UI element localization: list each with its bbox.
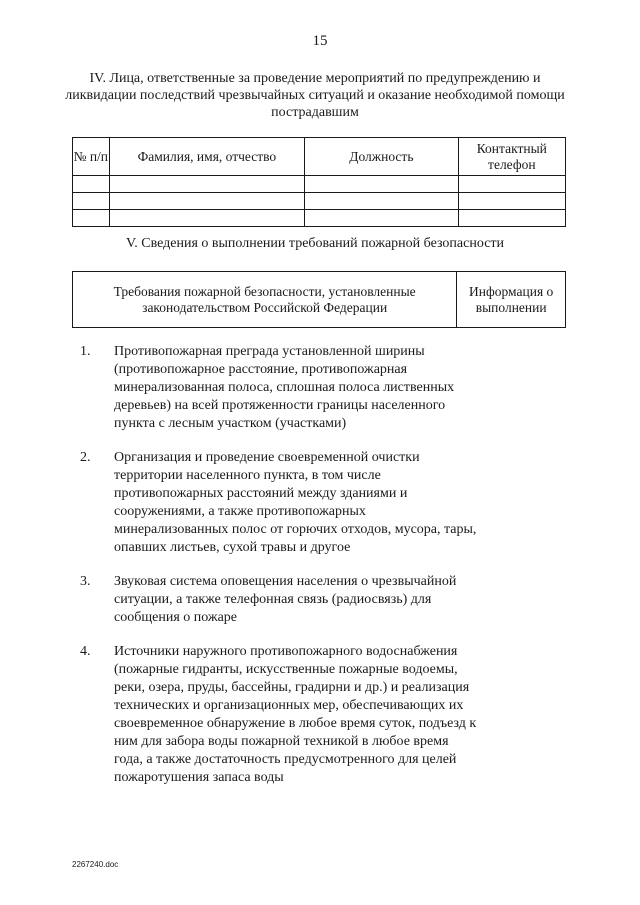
table-cell xyxy=(73,193,110,210)
table-cell xyxy=(305,210,458,227)
table-cell xyxy=(305,176,458,193)
fire-safety-header-table xyxy=(72,271,566,328)
column-header-requirements: Требования пожарной безопасности, установленные законодательством Российской Федерации xyxy=(73,272,457,328)
requirements-list xyxy=(80,343,480,803)
list-item-number: 1. xyxy=(80,344,91,359)
table-cell xyxy=(109,176,305,193)
list-item-number: 4. xyxy=(80,644,91,659)
responsible-persons-table xyxy=(72,137,566,227)
column-header-phone: Контактный телефон xyxy=(458,138,565,176)
table-cell xyxy=(109,210,305,227)
table-cell xyxy=(109,193,305,210)
table-cell xyxy=(458,193,565,210)
table-cell xyxy=(458,210,565,227)
list-item-text: Звуковая система оповещения населения о чрезвычайной ситуации, а также телефонная связь (радиосвязь) для сообщения о пожаре xyxy=(114,574,457,625)
table-cell xyxy=(458,176,565,193)
column-header-number: № п/п xyxy=(73,138,110,176)
list-item-text: Противопожарная преграда установленной ширины (противопожарное расстояние, противопожарная минерализованная полоса, сплошная полоса лиственных деревьев) на всей протяженности границы населенного пункта с лесным участком (участками) xyxy=(114,344,455,431)
section-5-title: V. Сведения о выполнении требований пожарной безопасности xyxy=(125,236,505,251)
table-cell xyxy=(305,193,458,210)
table-header-row xyxy=(73,138,566,176)
list-item-number: 3. xyxy=(80,574,91,589)
section-4-title: IV. Лица, ответственные за проведение мероприятий по предупреждению и ликвидации последствий чрезвычайных ситуаций и оказание необходимой помощи пострадавшим xyxy=(65,71,565,120)
table-cell xyxy=(73,210,110,227)
list-item xyxy=(80,573,480,627)
list-item xyxy=(80,343,480,433)
list-item-text: Источники наружного противопожарного водоснабжения (пожарные гидранты, искусственные пожарные водоемы, реки, озера, пруды, бассейны, градирни и др.) и реализация технических и организационных мер, обеспечивающих их своевременное обнаружение в любое время суток, подъезд к ним для забора воды пожарной техникой в любое время года, а также достаточность предусмотренного для целей пожаротушения запаса воды xyxy=(114,644,477,785)
list-item xyxy=(80,643,480,787)
column-header-info: Информация о выполнении xyxy=(457,272,566,328)
table-row xyxy=(73,193,566,210)
column-header-name: Фамилия, имя, отчество xyxy=(109,138,305,176)
table-cell xyxy=(73,176,110,193)
column-header-position: Должность xyxy=(305,138,458,176)
list-item xyxy=(80,449,480,557)
table-header-row xyxy=(73,272,566,328)
list-item-text: Организация и проведение своевременной очистки территории населенного пункта, в том числе противопожарных расстояний между зданиями и сооружениями, а также противопожарных минерализованных полос от горючих отходов, мусора, тары, опавших листьев, сухой травы и другое xyxy=(114,450,477,555)
table-row xyxy=(73,210,566,227)
table-row xyxy=(73,176,566,193)
list-item-number: 2. xyxy=(80,450,91,465)
file-name-footer: 2267240.doc xyxy=(72,860,119,869)
page-number: 15 xyxy=(312,33,328,49)
